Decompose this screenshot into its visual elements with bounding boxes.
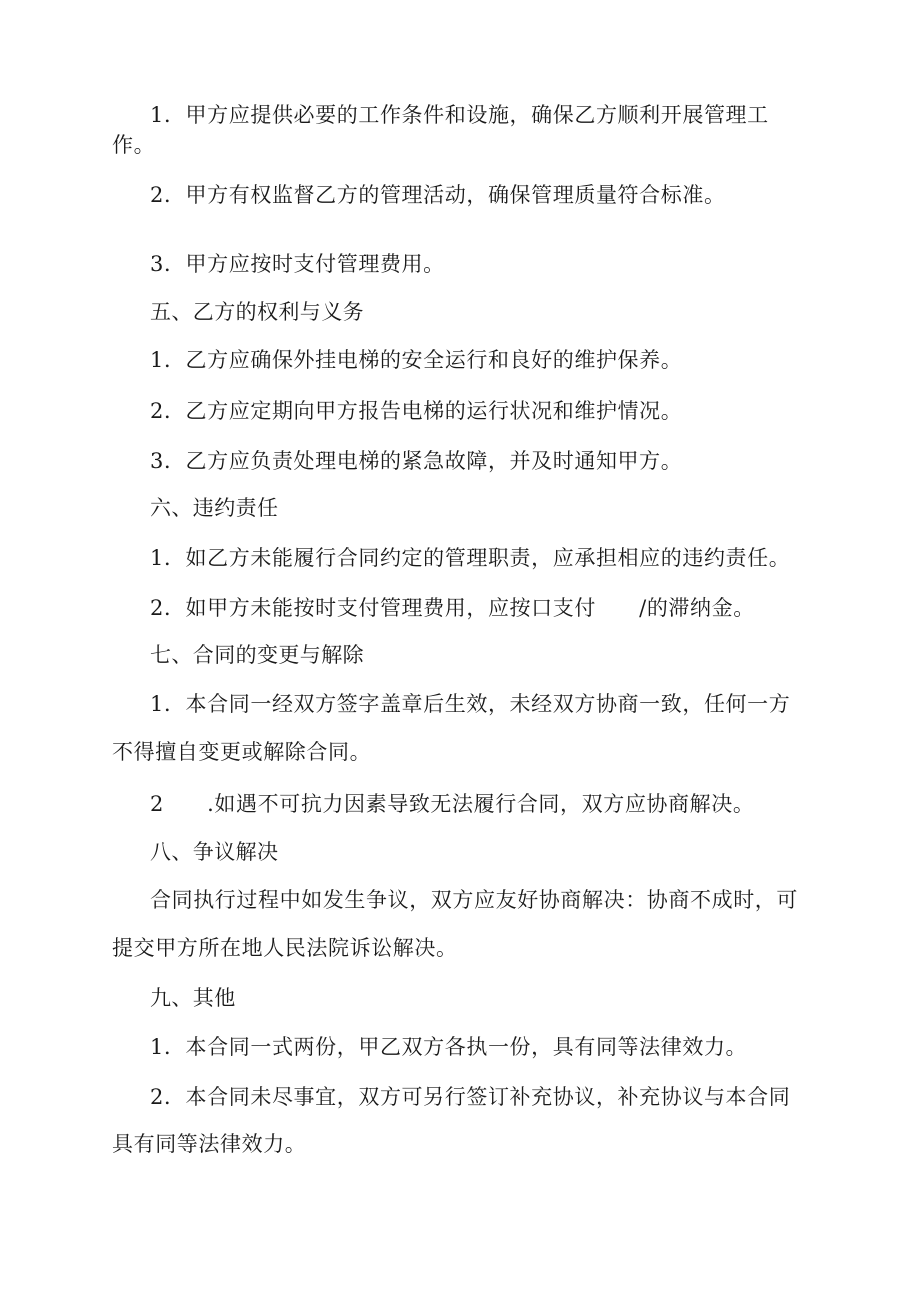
clause-4-3: 3．甲方应按时支付管理费用。 xyxy=(150,252,445,276)
section-8-body-line-1: 合同执行过程中如发生争议，双方应友好协商解决：协商不成时，可 xyxy=(150,888,798,912)
clause-7-2: 2 .如遇不可抗力因素导致无法履行合同，双方应协商解决。 xyxy=(150,792,755,816)
section-8-heading: 八、争议解决 xyxy=(150,840,279,864)
clause-5-2: 2．乙方应定期向甲方报告电梯的运行状况和维护情况。 xyxy=(150,399,683,423)
clause-4-1-line-2: 作。 xyxy=(112,133,156,157)
section-6-heading: 六、违约责任 xyxy=(150,496,279,520)
section-8-body-line-2: 提交甲方所在地人民法院诉讼解决。 xyxy=(112,936,458,960)
clause-6-2: 2．如甲方未能按时支付管理费用，应按口支付 /的滞纳金。 xyxy=(150,596,755,620)
section-5-heading: 五、乙方的权利与义务 xyxy=(150,300,364,324)
clause-9-2-line-1: 2．本合同未尽事宜，双方可另行签订补充协议，补充协议与本合同 xyxy=(150,1085,791,1109)
section-9-heading: 九、其他 xyxy=(150,986,236,1010)
clause-4-2: 2．甲方有权监督乙方的管理活动，确保管理质量符合标准。 xyxy=(150,183,726,207)
clause-7-1-line-2: 不得擅自变更或解除合同。 xyxy=(112,740,372,764)
clause-5-3: 3．乙方应负责处理电梯的紧急故障，并及时通知甲方。 xyxy=(150,449,683,473)
clause-7-1-line-1: 1．本合同一经双方签字盖章后生效，未经双方协商一致，任何一方 xyxy=(150,692,791,716)
clause-6-1: 1．如乙方未能履行合同约定的管理职责，应承担相应的违约责任。 xyxy=(150,546,791,570)
clause-5-1: 1．乙方应确保外挂电梯的安全运行和良好的维护保养。 xyxy=(150,348,683,372)
clause-9-1: 1．本合同一式两份，甲乙双方各执一份，具有同等法律效力。 xyxy=(150,1035,748,1059)
clause-9-2-line-2: 具有同等法律效力。 xyxy=(112,1132,307,1156)
section-7-heading: 七、合同的变更与解除 xyxy=(150,643,364,667)
clause-4-1-line-1: 1．甲方应提供必要的工作条件和设施，确保乙方顺利开展管理工 xyxy=(150,103,769,127)
